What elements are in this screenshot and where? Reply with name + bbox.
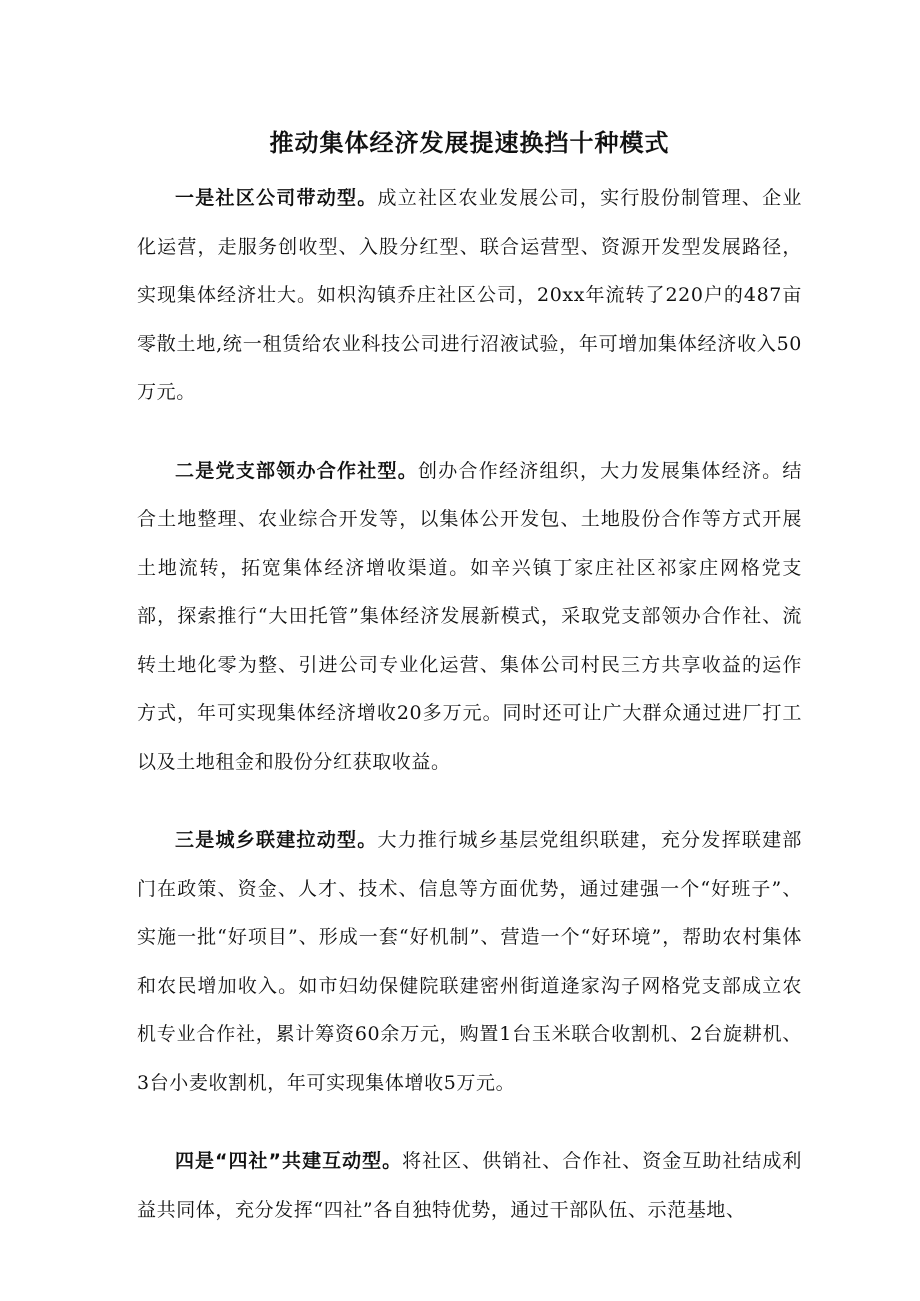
- document-title: 推动集体经济发展提速换挡十种模式: [269, 129, 670, 157]
- paragraph-lead: 四是“四社”共建互动型。: [175, 1150, 403, 1172]
- paragraph-body: 大力推行城乡基层党组织联建，充分发挥联建部门在政策、资金、人才、技术、信息等方面优势，通过建强一个“好班子”、实施一批“好项目”、形成一套“好机制”、营造一个“好环境”，帮助农村集体和农民增加收入。如市妇幼保健院联建密州街道逄家沟子网格党支部成立农机专业合作社，累计筹资60余万元，购置1台玉米联合收割机、2台旋耕机、3台小麦收割机，年可实现集体增收5万元。: [137, 829, 802, 1094]
- paragraph-2: [137, 447, 802, 787]
- paragraph-lead: 二是党支部领办合作社型。: [175, 459, 418, 482]
- paragraph-1: [137, 174, 802, 417]
- paragraph-3: [137, 816, 802, 1107]
- paragraph-body: 将社区、供销社、合作社、资金互助社结成利益共同体，充分发挥“四社”各自独特优势，通过干部队伍、示范基地、: [137, 1150, 802, 1221]
- paragraph-lead: 三是城乡联建拉动型。: [175, 829, 378, 851]
- paragraph-body: 成立社区农业发展公司，实行股份制管理、企业化运营，走服务创收型、入股分红型、联合运营型、资源开发型发展路径，实现集体经济壮大。如枳沟镇乔庄社区公司，20xx年流转了220户的487亩零散土地,统一租赁给农业科技公司进行沼液试验，年可增加集体经济收入50万元。: [137, 187, 802, 403]
- paragraph-lead: 一是社区公司带动型。: [175, 187, 378, 209]
- paragraph-body: 创办合作经济组织，大力发展集体经济。结合土地整理、农业综合开发等，以集体公开发包、土地股份合作等方式开展土地流转，拓宽集体经济增收渠道。如辛兴镇丁家庄社区祁家庄网格党支部，探索推行“大田托管”集体经济发展新模式，采取党支部领办合作社、流转土地化零为整、引进公司专业化运营、集体公司村民三方共享收益的运作方式，年可实现集体经济增收20多万元。同时还可让广大群众通过进厂打工以及土地租金和股份分红获取收益。: [137, 459, 803, 773]
- paragraph-4: [137, 1137, 802, 1234]
